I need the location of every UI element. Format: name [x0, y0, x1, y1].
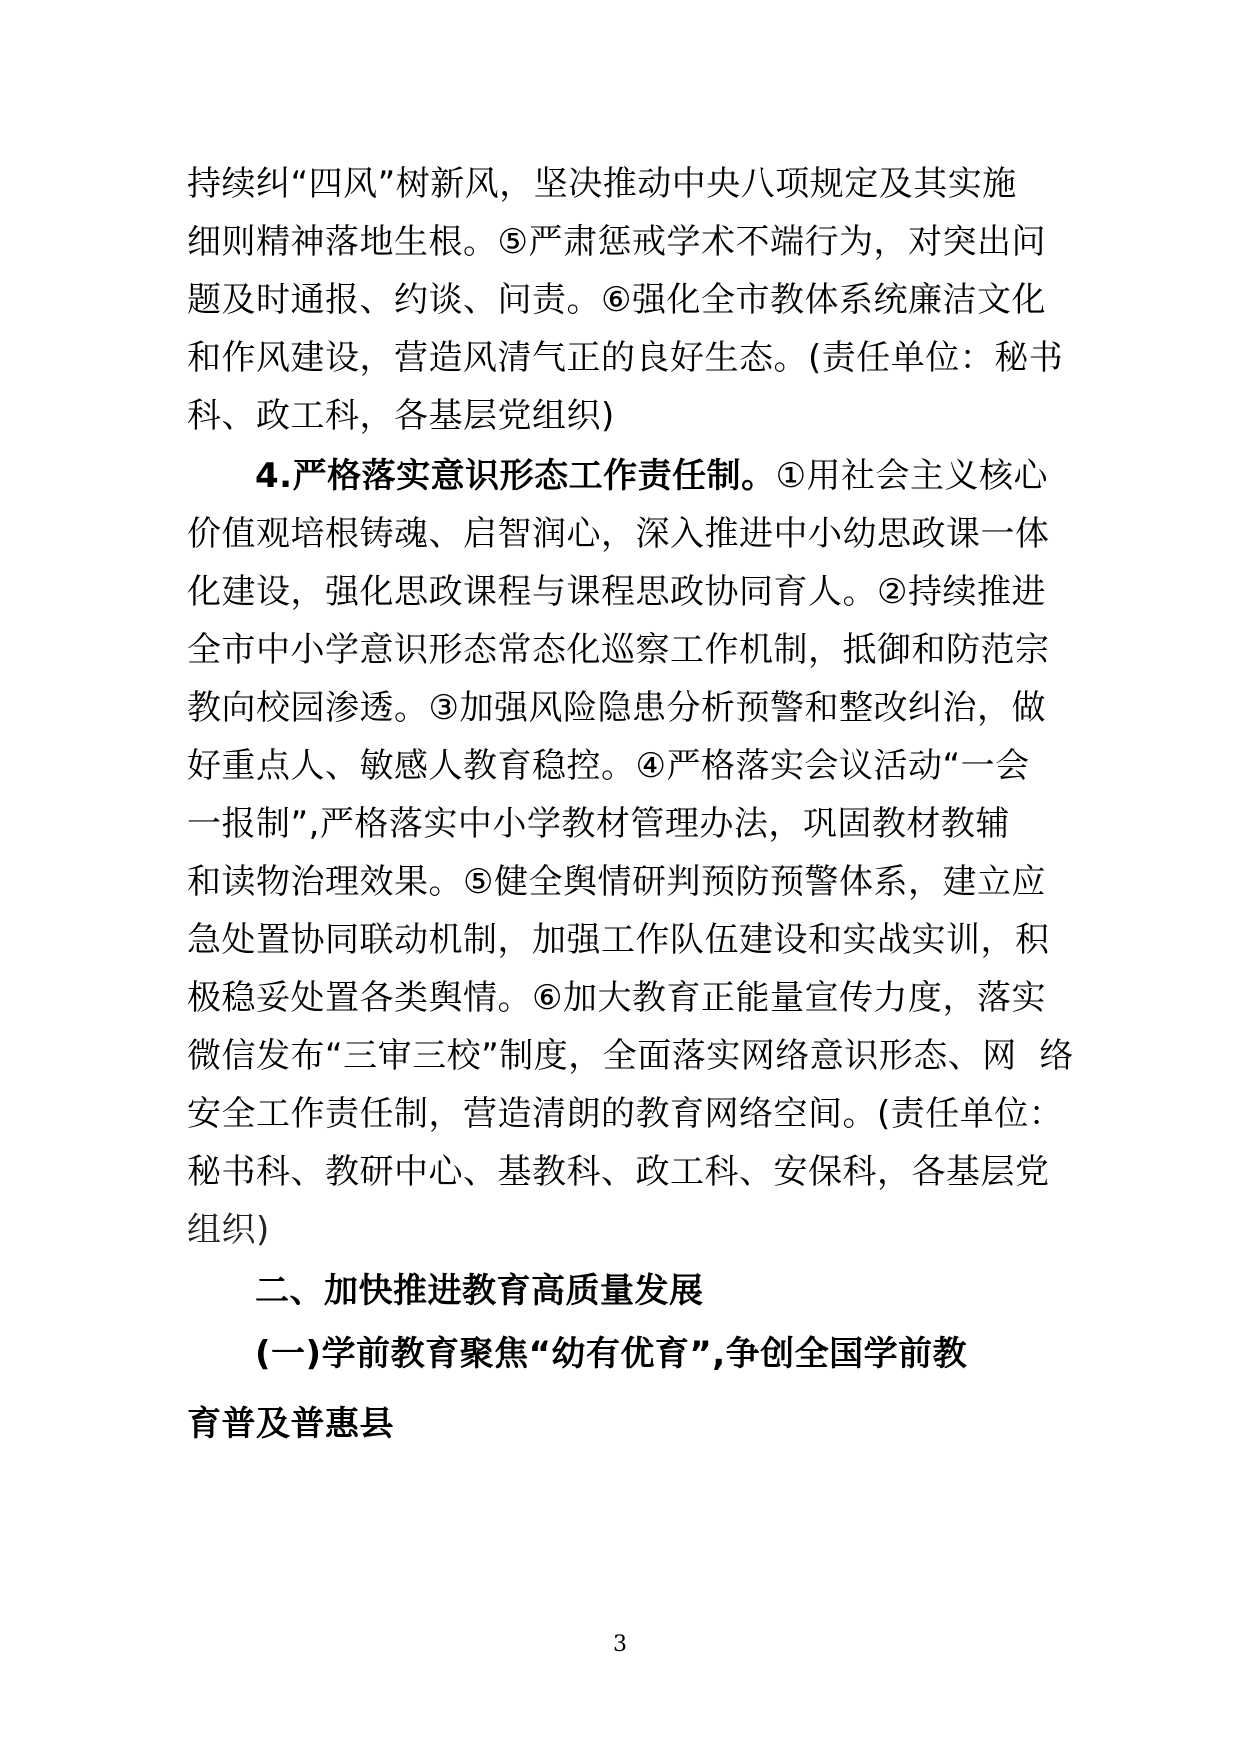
subsection-heading: (一)学前教育聚焦“幼有优育”,争创全国学前教	[255, 1334, 968, 1374]
section-4-heading: 4.严格落实意识形态工作责任制。	[255, 456, 776, 496]
section-4-first-line-text: ①用社会主义核心	[775, 456, 1049, 496]
paragraph-line: 一报制”,严格落实中小学教材管理办法，巩固教材教辅	[187, 804, 1010, 844]
paragraph-line: 题及时通报、约谈、问责。⑥强化全市教体系统廉洁文化	[187, 280, 1046, 320]
paragraph-line: 教向校园渗透。③加强风险隐患分析预警和整改纠治，做	[187, 688, 1046, 728]
paragraph-line: 持续纠“四风”树新风，坚决推动中央八项规定及其实施	[187, 164, 1017, 204]
paragraph-line: 化建设，强化思政课程与课程思政协同育人。②持续推进	[187, 572, 1046, 612]
paragraph-line: 极稳妥处置各类舆情。⑥加大教育正能量宣传力度，落实	[187, 978, 1046, 1018]
subsection-heading-continued: 育普及普惠县	[187, 1404, 394, 1444]
paragraph-line: 和作风建设，营造风清气正的良好生态。(责任单位：秘书	[187, 338, 1064, 378]
section-heading: 二、加快推进教育高质量发展	[255, 1271, 704, 1311]
paragraph-line: 全市中小学意识形态常态化巡察工作机制，抵御和防范宗	[187, 630, 1050, 670]
paragraph-line: 秘书科、教研中心、基教科、政工科、安保科，各基层党	[187, 1152, 1050, 1192]
section-4-first-line	[187, 447, 1087, 505]
body-text	[187, 155, 1087, 1453]
paragraph-line: 和读物治理效果。⑤健全舆情研判预防预警体系，建立应	[187, 862, 1046, 902]
paragraph-line: 科、政工科，各基层党组织)	[187, 396, 615, 436]
paragraph-line: 急处置协同联动机制，加强工作队伍建设和实战实训，积	[187, 920, 1050, 960]
page-number: 3	[613, 1632, 627, 1657]
paragraph-line: 微信发布“三审三校”制度，全面落实网络意识形态、网 络	[187, 1036, 1074, 1076]
paragraph-line: 细则精神落地生根。⑤严肃惩戒学术不端行为，对突出问	[187, 222, 1046, 262]
paragraph-line: 组织)	[187, 1210, 270, 1250]
paragraph-line: 价值观培根铸魂、启智润心，深入推进中小幼思政课一体	[187, 514, 1050, 554]
paragraph-line: 安全工作责任制，营造清朗的教育网络空间。(责任单位：	[187, 1094, 1064, 1134]
paragraph-line: 好重点人、敏感人教育稳控。④严格落实会议活动“一会	[187, 746, 1030, 786]
